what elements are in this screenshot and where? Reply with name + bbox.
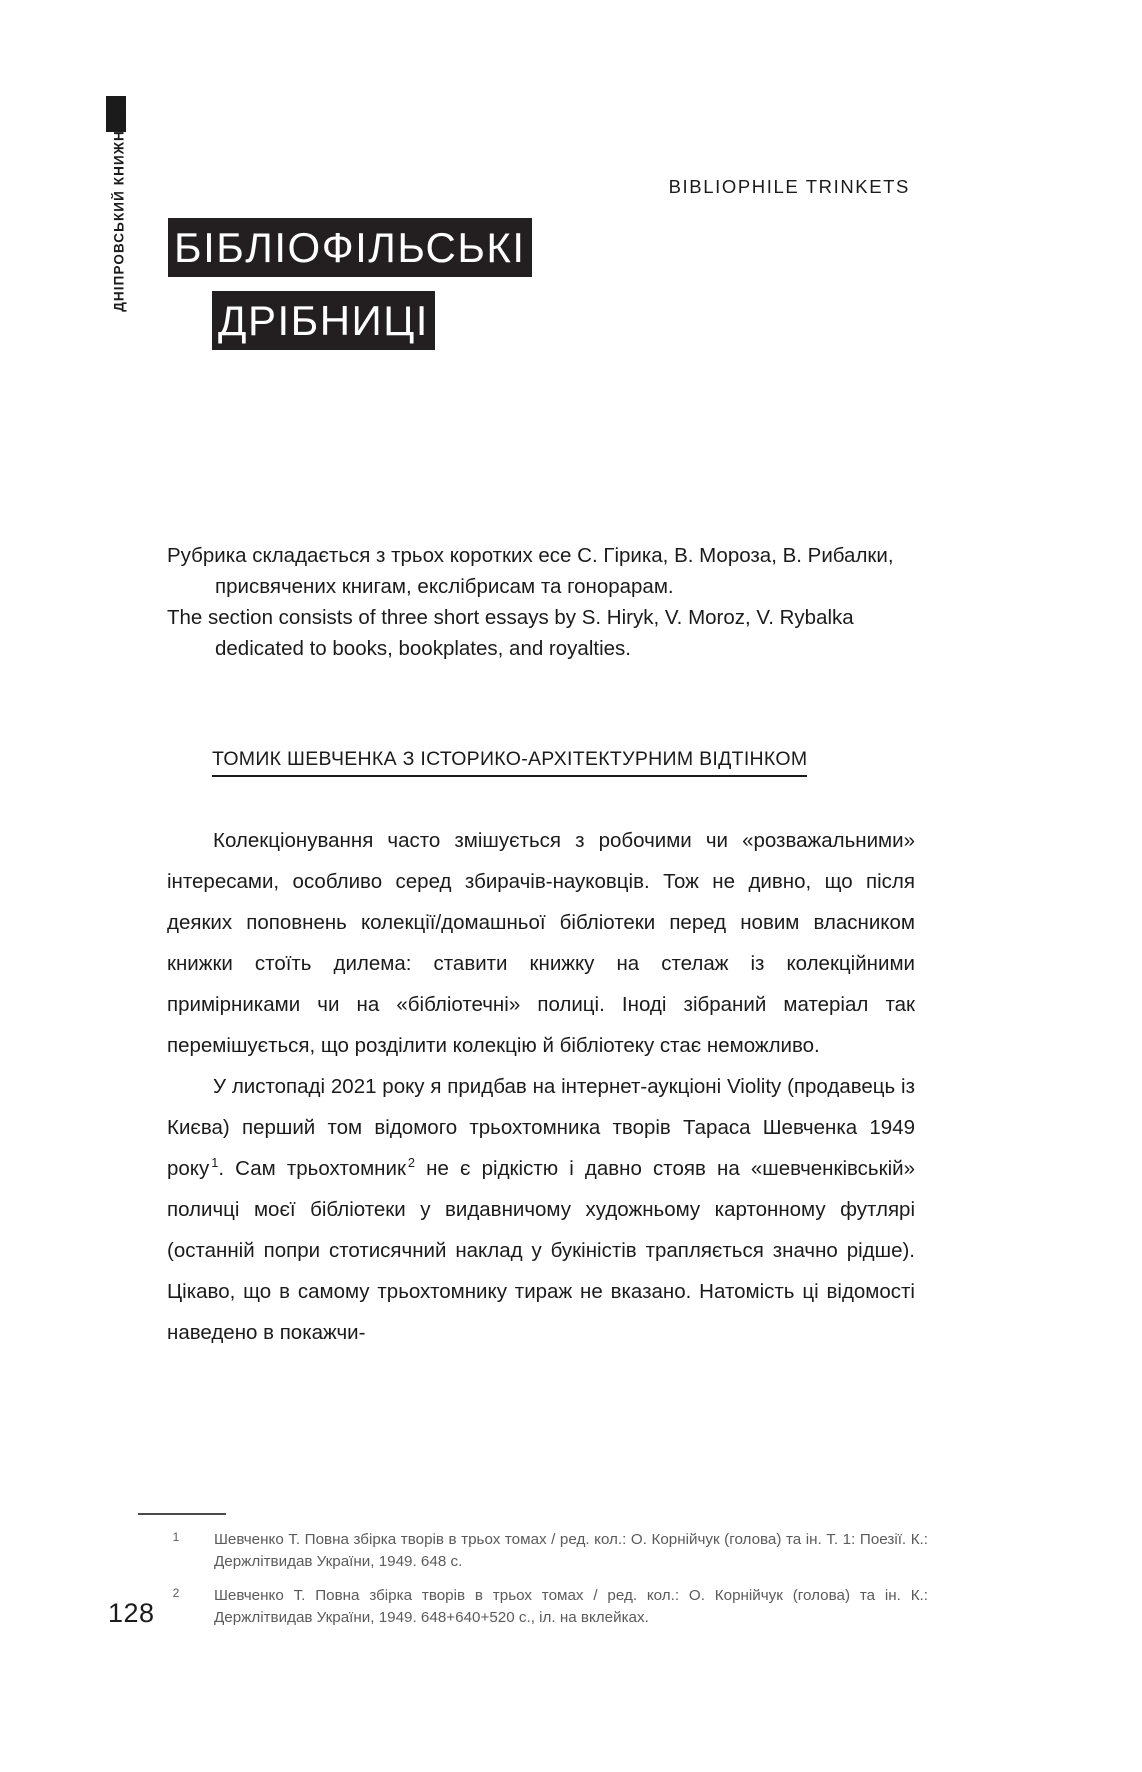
page-title-line-1 [168, 218, 910, 277]
footnote-ref-2[interactable]: 2 [407, 1155, 415, 1171]
section-abstract [167, 540, 912, 665]
vertical-running-head-label: ДНІПРОВСЬКИЙ КНИЖНИК 2 [111, 96, 127, 312]
page-title-line-2-text: ДРІБНИЦІ [212, 291, 435, 350]
footnote-item [138, 1585, 928, 1630]
abstract-uk [167, 540, 912, 602]
body-paragraph-2-part-2: . Сам трьохтомник [218, 1157, 406, 1180]
page-title-line-1-text: БІБЛІОФІЛЬСЬКІ [168, 218, 532, 277]
section-heading-underline [212, 775, 807, 777]
footnote-text: Шевченко Т. Повна збірка творів в трьох томах / ред. кол.: О. Корнійчук (голова) та ін. Т. 1: Поезії. К.: Держлітвидав України, 1949. 648 с. [214, 1530, 928, 1570]
page-number: 128 [108, 1598, 155, 1628]
page-title-line-2 [168, 291, 910, 350]
page-title [168, 218, 910, 350]
footnote-separator-rule [138, 1513, 226, 1515]
footnote-text: Шевченко Т. Повна збірка творів в трьох томах / ред. кол.: О. Корнійчук (голова) та ін. К.: Держлітвидав України, 1949. 648+640+520 с., іл. на вклейках. [214, 1586, 928, 1626]
footnote-area [138, 1513, 928, 1641]
footnote-number: 1 [172, 1529, 180, 1544]
body-paragraph-2 [167, 1066, 915, 1353]
body-paragraph-2-part-3: не є рідкістю і давно стояв на «шевченківській» поличці моєї бібліотеки у видавничому художньому картонному футлярі (останній попри стотисячний наклад у букіністів трапляється значно рідше). Цікаво, що в самому трьохтомнику тираж не вказано. Натомість ці відомості наведено в покажчи- [167, 1157, 915, 1344]
abstract-en [167, 602, 912, 664]
abstract-en-line-2: dedicated to books, bookplates, and royalties. [215, 637, 631, 661]
article-body [167, 820, 915, 1353]
abstract-uk-line-1: Рубрика складається з трьох коротких есе С. Гірика, В. Мороза, В. Рибалки, [167, 544, 894, 567]
section-heading-text: ТОМИК ШЕВЧЕНКА З ІСТОРИКО-АРХІТЕКТУРНИМ ВІДТІНКОМ [212, 748, 808, 770]
footnote-ref-1[interactable]: 1 [211, 1155, 219, 1171]
footnote-item [138, 1529, 928, 1574]
body-paragraph-2-part-1: У листопаді 2021 року я придбав на інтернет-аукціоні Violity (продавець із Києва) перший том відомого трьохтомника творів Тараса Шевченка 1949 року [167, 1075, 915, 1180]
abstract-uk-line-2: присвячених книгам, екслібрисам та гонорарам. [215, 575, 674, 599]
running-header-right: BIBLIOPHILE TRINKETS [668, 176, 910, 197]
body-paragraph-1: Колекціонування часто змішується з робочими чи «розважальними» інтересами, особливо серед збирачів-науковців. Тож не дивно, що після деяких поповнень колекції/домашньої бібліотеки перед новим власником книжки стоїть дилема: ставити книжку на стелаж із колекційними примірниками чи на «бібліотечні» полиці. Іноді зібраний матеріал так перемішується, що розділити колекцію й бібліотеку стає неможливо. [167, 829, 915, 1057]
vertical-running-head [104, 96, 130, 366]
footnote-number: 2 [172, 1585, 180, 1600]
section-heading [212, 748, 807, 771]
abstract-en-line-1: The section consists of three short essays by S. Hiryk, V. Moroz, V. Rybalka [167, 606, 854, 630]
